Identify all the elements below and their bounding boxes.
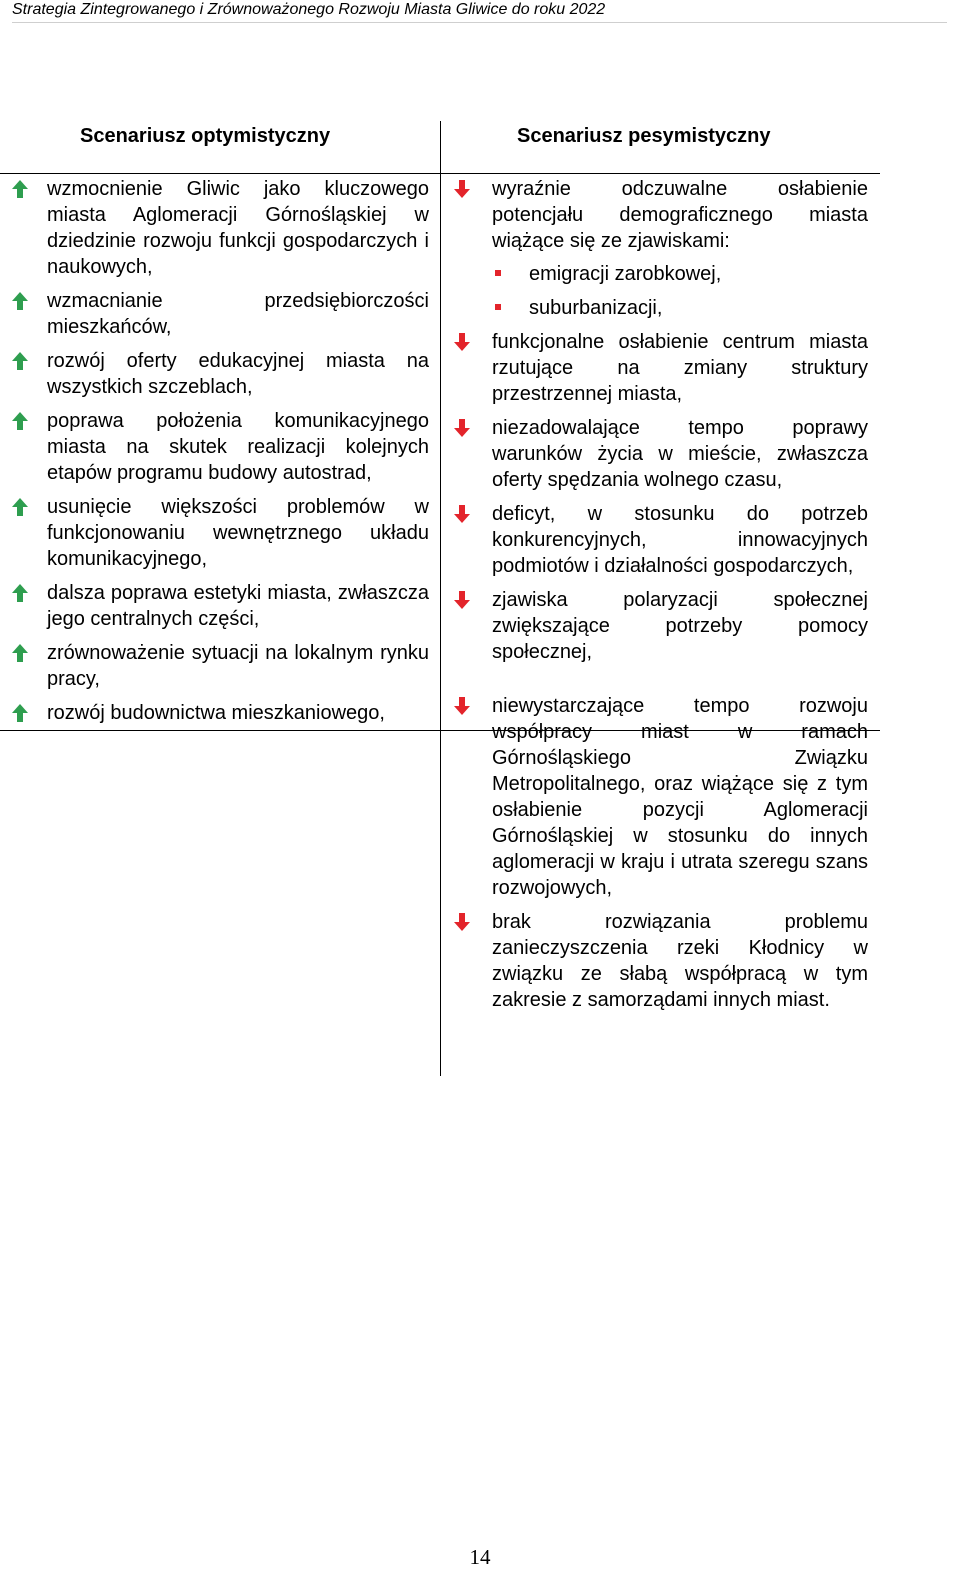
header-title: Strategia Zintegrowanego i Zrównoważonego Rozwoju Miasta Gliwice do roku 2022 — [12, 1, 606, 18]
optimistic-item-text: rozwój budownictwa mieszkaniowego, — [47, 702, 385, 724]
pessimistic-subitem — [492, 261, 868, 287]
pessimistic-item — [492, 693, 868, 901]
optimistic-item — [47, 176, 429, 280]
arrow-up-icon — [12, 180, 28, 198]
arrow-up-icon — [12, 584, 28, 602]
pessimistic-item — [492, 587, 868, 665]
header-rule — [0, 173, 880, 174]
arrow-down-icon — [454, 591, 470, 609]
arrow-up-icon — [12, 292, 28, 310]
square-bullet-icon — [495, 270, 501, 276]
column-divider — [440, 121, 441, 1076]
optimistic-item — [47, 288, 429, 340]
square-bullet-icon — [495, 304, 501, 310]
optimistic-item — [47, 408, 429, 486]
pessimistic-subitem — [492, 295, 868, 321]
arrow-down-icon — [454, 180, 470, 198]
optimistic-item-text: zrównoważenie sytuacji na lokalnym rynku pracy, — [47, 642, 429, 690]
arrow-up-icon — [12, 352, 28, 370]
pessimistic-sublist — [492, 261, 868, 321]
pessimistic-item — [492, 415, 868, 493]
optimistic-item-text: wzmacnianie przedsiębiorczości mieszkańców, — [47, 290, 429, 338]
optimistic-item — [47, 348, 429, 400]
pessimistic-item — [492, 176, 868, 321]
arrow-up-icon — [12, 644, 28, 662]
arrow-up-icon — [12, 704, 28, 722]
arrow-up-icon — [12, 412, 28, 430]
pessimistic-item-text: niezadowalające tempo poprawy warunków życia w mieście, zwłaszcza oferty spędzania wolnego czasu, — [492, 417, 868, 491]
optimistic-item — [47, 700, 429, 726]
document-header — [12, 0, 947, 23]
arrow-down-icon — [454, 697, 470, 715]
optimistic-item — [47, 580, 429, 632]
pessimistic-item-text: niewystarczające tempo rozwoju współpracy miast w ramach Górnośląskiego Związku Metropolitalnego, oraz wiążące się z tym osłabienie pozycji Aglomeracji Górnośląskiej w stosunku do innych aglomeracji w kraju i utrata szeregu szans rozwojowych, — [492, 695, 868, 899]
pessimistic-subitem-text: suburbanizacji, — [529, 297, 663, 319]
pessimistic-item-text: zjawiska polaryzacji społecznej zwiększające potrzeby pomocy społecznej, — [492, 589, 868, 663]
optimistic-list — [47, 176, 429, 734]
pessimistic-list — [492, 176, 868, 1021]
pessimistic-item — [492, 329, 868, 407]
pessimistic-item-text: deficyt, w stosunku do potrzeb konkurencyjnych, innowacyjnych podmiotów i działalności gospodarczych, — [492, 503, 868, 577]
pessimistic-item-text: wyraźnie odczuwalne osłabienie potencjału demograficznego miasta wiążące się ze zjawiskami: — [492, 178, 868, 252]
optimistic-item-text: usunięcie większości problemów w funkcjonowaniu wewnętrznego układu komunikacyjnego, — [47, 496, 429, 570]
arrow-down-icon — [454, 505, 470, 523]
optimistic-item-text: rozwój oferty edukacyjnej miasta na wszystkich szczeblach, — [47, 350, 429, 398]
optimistic-item-text: dalsza poprawa estetyki miasta, zwłaszcza jego centralnych części, — [47, 582, 429, 630]
optimistic-item — [47, 494, 429, 572]
arrow-up-icon — [12, 498, 28, 516]
pessimistic-item-text: funkcjonalne osłabienie centrum miasta rzutujące na zmiany struktury przestrzennej miasta, — [492, 331, 868, 405]
pessimistic-item-text: brak rozwiązania problemu zanieczyszczenia rzeki Kłodnicy w związku ze słabą współpracą w tym zakresie z samorządami innych miast. — [492, 911, 868, 1011]
pessimistic-scenario-title: Scenariusz pesymistyczny — [517, 125, 771, 147]
pessimistic-item — [492, 501, 868, 579]
optimistic-item-text: poprawa położenia komunikacyjnego miasta na skutek realizacji kolejnych etapów programu budowy autostrad, — [47, 410, 429, 484]
arrow-down-icon — [454, 913, 470, 931]
optimistic-item-text: wzmocnienie Gliwic jako kluczowego miasta Aglomeracji Górnośląskiej w dziedzinie rozwoju funkcji gospodarczych i naukowych, — [47, 178, 429, 278]
pessimistic-item — [492, 909, 868, 1013]
arrow-down-icon — [454, 419, 470, 437]
pessimistic-subitem-text: emigracji zarobkowej, — [529, 263, 722, 285]
arrow-down-icon — [454, 333, 470, 351]
optimistic-item — [47, 640, 429, 692]
page-number: 14 — [469, 1545, 491, 1569]
optimistic-scenario-title: Scenariusz optymistyczny — [80, 125, 331, 147]
